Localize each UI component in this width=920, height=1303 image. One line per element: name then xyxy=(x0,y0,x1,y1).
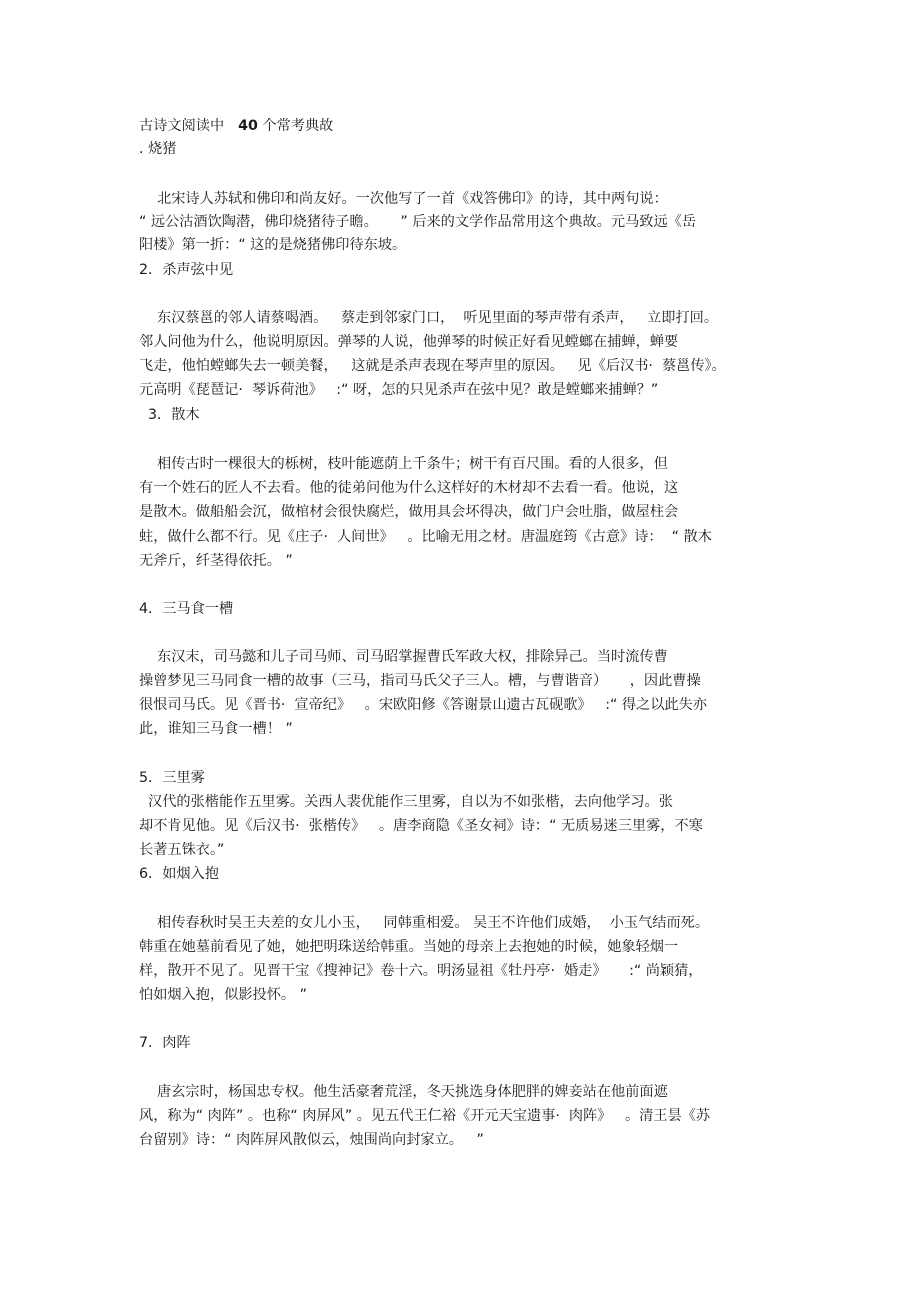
paragraph-line: 相传古时一棵很大的栎树，枝叶能遮荫上千条牛；树干有百尺围。看的人很多，但 xyxy=(139,456,668,472)
paragraph-line: 台留别》诗：“ 肉阵屏风散似云，烛围尚向封家立。 ” xyxy=(139,1132,484,1148)
paragraph-line: 东汉末，司马懿和儿子司马师、司马昭掌握曹氏军政大权，排除异己。当时流传曹 xyxy=(139,649,668,665)
paragraph-line: 邻人问他为什么，他说明原因。弹琴的人说，他弹琴的时候正好看见螳螂在捕蝉，蝉要 xyxy=(139,334,679,350)
paragraph-line: 长著五铢衣。” xyxy=(139,842,225,858)
paragraph-line: 东汉蔡邕的邻人请蔡喝酒。 蔡走到邻家门口， 听见里面的琴声带有杀声， 立即打回。 xyxy=(139,310,719,326)
title-prefix: 古诗文阅读中 xyxy=(139,118,225,134)
paragraph-line: 样，散开不见了。见晋干宝《搜神记》卷十六。明汤显祖《牡丹亭· 婚走》 :“ 尚颖猜， xyxy=(139,963,703,979)
paragraph-line: 怕如烟入抱，似影投怀。 ” xyxy=(139,987,307,1003)
paragraph-line: 很恨司马氏。见《晋书· 宣帝纪》 。宋欧阳修《答谢景山遗古瓦砚歌》 :“ 得之以此失亦 xyxy=(139,697,707,713)
paragraph-line: 阳楼》第一折：“ 这的是烧猪佛印待东坡。 xyxy=(139,237,407,253)
section-heading-7: 7．肉阵 xyxy=(139,1035,191,1051)
page-title xyxy=(139,116,333,136)
paragraph-line: 无斧斤，纤茎得依托。 ” xyxy=(139,553,293,569)
paragraph-line: 此，谁知三马食一槽！ ” xyxy=(139,721,293,737)
paragraph-line: 汉代的张楷能作五里雾。关西人裴优能作三里雾，自以为不如张楷，去向他学习。张 xyxy=(139,794,673,810)
section-heading-3: 3．散木 xyxy=(139,407,200,423)
section-heading-2: 2．杀声弦中见 xyxy=(139,262,234,278)
paragraph-line: 元高明《琵琶记· 琴诉荷池》 :“ 呀，怎的只见杀声在弦中见？敢是螳螂来捕蝉？” xyxy=(139,382,659,398)
section-heading-4: 4．三马食一槽 xyxy=(139,601,234,617)
paragraph-line: 有一个姓石的匠人不去看。他的徒弟问他为什么这样好的木材却不去看一看。他说，这 xyxy=(139,480,679,496)
paragraph-line: 相传春秋时吴王夫差的女儿小玉， 同韩重相爱。 吴王不许他们成婚， 小玉气结而死。 xyxy=(139,915,710,931)
paragraph-line: 是散木。做船船会沉，做棺材会很快腐烂，做用具会坏得决，做门户会吐脂，做屋柱会 xyxy=(139,504,679,520)
paragraph-line: “ 远公沽酒饮陶潜，佛印烧猪待子瞻。 ” 后来的文学作品常用这个典故。元马致远《岳 xyxy=(139,214,697,230)
paragraph-line: 北宋诗人苏轼和佛印和尚友好。一次他写了一首《戏答佛印》的诗，其中两句说： xyxy=(139,191,668,207)
paragraph-line: 唐玄宗时，杨国忠专权。他生活豪奢荒淫，冬天挑选身体肥胖的婢妾站在他前面遮 xyxy=(139,1084,668,1100)
paragraph-line: 却不肯见他。见《后汉书· 张楷传》 。唐李商隐《圣女祠》诗：“ 无质易迷三里雾，不寒 xyxy=(139,818,703,834)
title-number: 40 xyxy=(238,118,258,134)
paragraph-line: 蛀，做什么都不行。见《庄子· 人间世》 。比喻无用之材。唐温庭筠《古意》诗： “ 散木 xyxy=(139,529,712,545)
paragraph-line: 操曾梦见三马同食一槽的故事（三马，指司马氏父子三人。槽，与曹谐音） ，因此曹操 xyxy=(139,673,701,689)
section-heading-6: 6．如烟入抱 xyxy=(139,866,219,882)
section-heading-1: . 烧猪 xyxy=(139,141,177,157)
paragraph-line: 飞走，他怕螳螂失去一顿美餐， 这就是杀声表现在琴声里的原因。 见《后汉书· 蔡邕传》。 xyxy=(139,358,726,374)
paragraph-line: 韩重在她墓前看见了她，她把明珠送给韩重。当她的母亲上去抱她的时候，她象轻烟一 xyxy=(139,939,679,955)
title-suffix: 个常考典故 xyxy=(257,118,334,134)
section-heading-5: 5．三里雾 xyxy=(139,770,205,786)
paragraph-line: 风，称为“ 肉阵” 。也称“ 肉屏风” 。见五代王仁裕《开元天宝遗事· 肉阵》 。清王昙《苏 xyxy=(139,1108,711,1124)
